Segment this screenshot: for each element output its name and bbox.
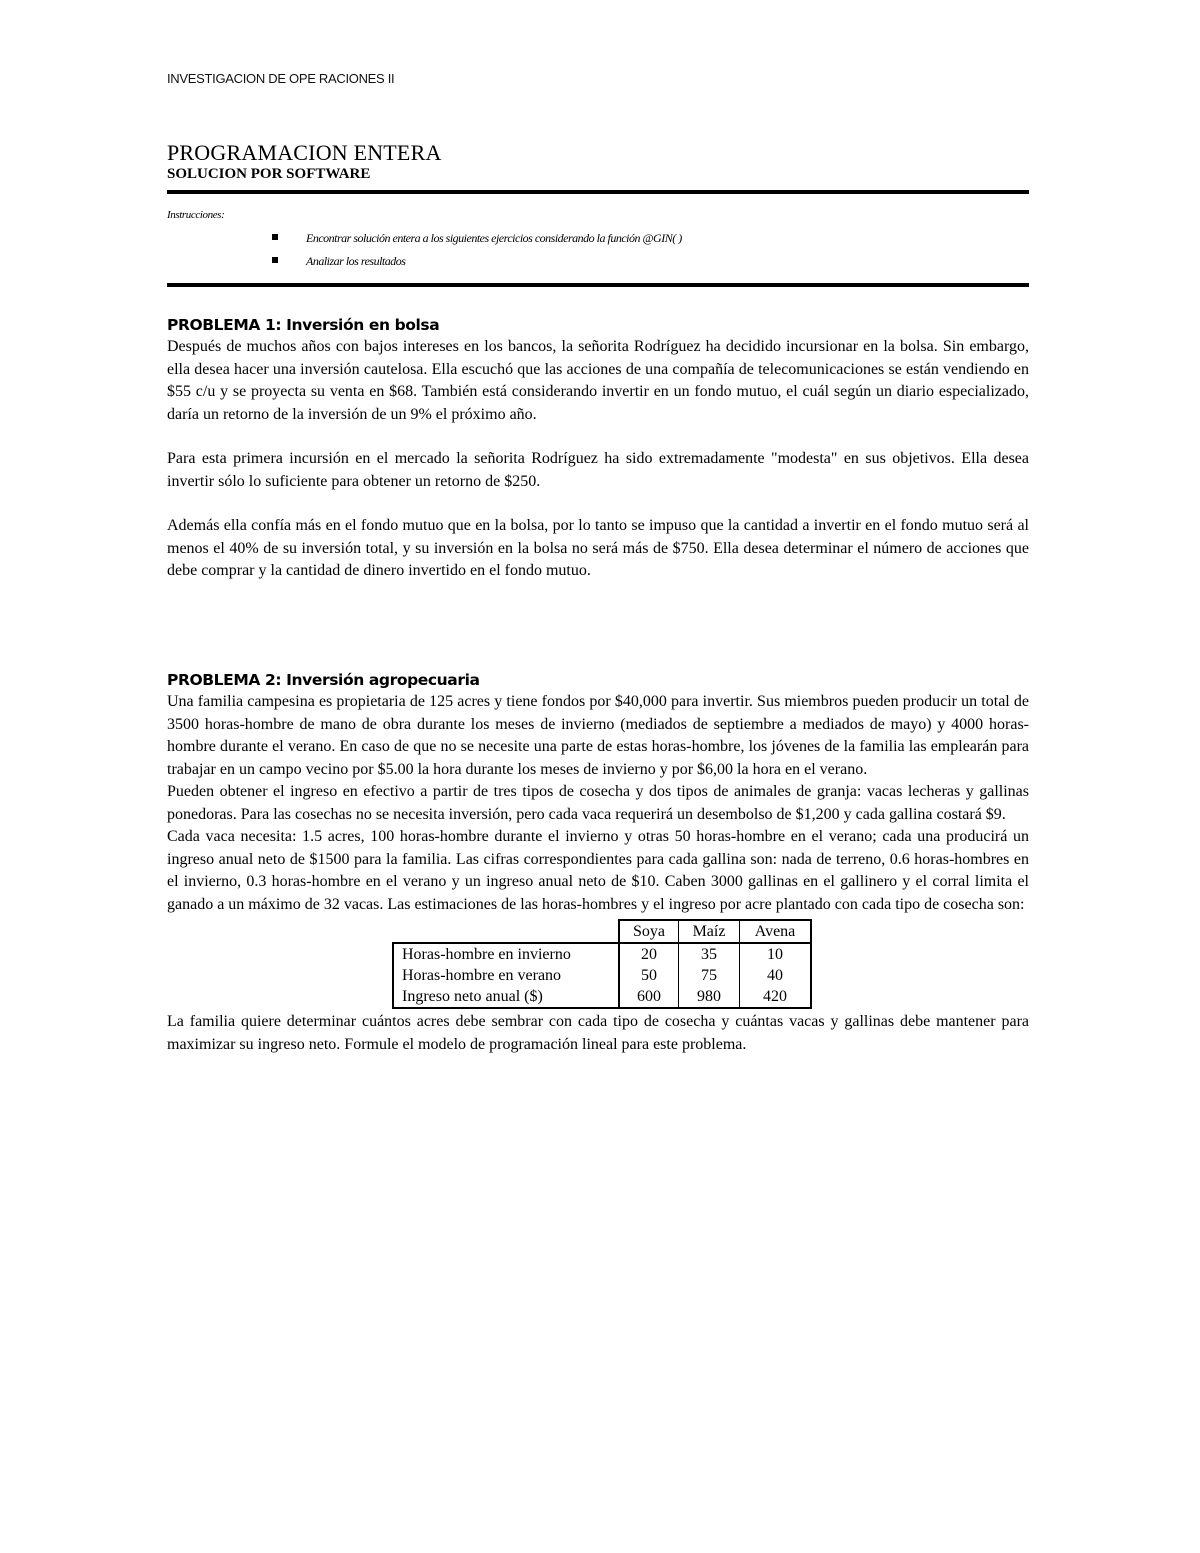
table-row-label: Ingreso neto anual ($) [393,986,619,1008]
table-cell: 40 [740,965,812,986]
problem-1-title: PROBLEMA 1: Inversión en bolsa [167,316,440,334]
problem-2-paragraph: Una familia campesina es propietaria de 125 acres y tiene fondos por $40,000 para invertir. Sus miembros pueden producir un total de 3500 horas-hombre de mano de obra durante los meses de invierno (mediados de septiembre a mediados de mayo) y 4000 horas-hombre durante el verano. En caso de que no se necesite una parte de estas horas-hombre, los jóvenes de la familia las emplearán para trabajar en un campo vecino por $5.00 la hora durante los meses de invierno y por $6,00 la hora en el verano. [167,693,1029,778]
problem-1-paragraph: Después de muchos años con bajos intereses en los bancos, la señorita Rodríguez ha decidido incursionar en la bolsa. Sin embargo, ella desea hacer una inversión cautelosa. Ella escuchó que las acciones de una compañía de telecomunicaciones se están vendiendo en $55 c/u y se proyecta su venta en $68. También está considerando invertir en un fondo mutuo, el cuál según un diario especializado, daría un retorno de la inversión de un 9% el próximo año. [167,338,1029,423]
problem-2-closing: La familia quiere determinar cuántos acres debe sembrar con cada tipo de cosecha y cuántas vacas y gallinas debe mantener para maximizar su ingreso neto. Formule el modelo de programación lineal para este problema. [167,1013,1029,1053]
problem-2-paragraph: Pueden obtener el ingreso en efectivo a partir de tres tipos de cosecha y dos tipos de animales de granja: vacas lecheras y gallinas ponedoras. Para las cosechas no se necesita inversión, pero cada vaca requerirá un desembolso de $1,200 y cada gallina costará $9. [167,783,1029,823]
table-header-row [393,920,811,943]
table-cell: 35 [679,943,740,965]
running-header: INVESTIGACION DE OPE RACIONES II [167,71,395,86]
square-bullet-icon [272,257,278,263]
table-cell: 980 [679,986,740,1008]
table-cell: 50 [619,965,679,986]
table-column-header: Maíz [679,920,740,943]
instructions-label: Instrucciones: [167,209,225,221]
problem-2-paragraph: Cada vaca necesita: 1.5 acres, 100 horas-hombre durante el invierno y otras 50 horas-hombre en el verano; cada una producirá un ingreso anual neto de $1500 para la familia. Las cifras correspondientes para cada gallina son: nada de terreno, 0.6 horas-hombres en el invierno, 0.3 horas-hombre en el verano y un ingreso anual neto de $10. Caben 3000 gallinas en el gallinero y el corral limita el ganado a un máximo de 32 vacas. Las estimaciones de las horas-hombres y el ingreso por acre plantado con cada tipo de cosecha son: [167,828,1029,913]
divider-top [167,190,1029,194]
table-row-label: Horas-hombre en verano [393,965,619,986]
problem-1-section [167,314,1029,583]
table-cell: 75 [679,965,740,986]
table-column-header: Soya [619,920,679,943]
problem-2-title: PROBLEMA 2: Inversión agropecuaria [167,671,480,689]
problem-1-paragraph: Para esta primera incursión en el mercado la señorita Rodríguez ha sido extremadamente "modesta" en sus objetivos. Ella desea invertir sólo lo suficiente para obtener un retorno de $250. [167,450,1029,490]
instruction-text: Analizar los resultados [306,254,406,268]
table-column-header: Avena [740,920,812,943]
instruction-item [272,229,682,252]
table-row [393,986,811,1008]
square-bullet-icon [272,234,278,240]
document-subtitle: SOLUCION POR SOFTWARE [167,166,371,182]
table-cell: 10 [740,943,812,965]
table-cell: 600 [619,986,679,1008]
table-row [393,965,811,986]
problem-1-paragraph: Además ella confía más en el fondo mutuo que en la bolsa, por lo tanto se impuso que la cantidad a invertir en el fondo mutuo será al menos el 40% de su inversión total, y su inversión en la bolsa no será más de $750. Ella desea determinar el número de acciones que debe comprar y la cantidad de dinero invertido en el fondo mutuo. [167,517,1029,579]
table-row [393,943,811,965]
table-cell: 420 [740,986,812,1008]
document-title: PROGRAMACION ENTERA [167,140,442,165]
crop-estimates-table [392,919,812,1009]
instructions-list [272,229,682,275]
divider-bottom [167,283,1029,287]
instruction-item [272,252,682,275]
problem-2-section [167,669,1029,1056]
table-row-label: Horas-hombre en invierno [393,943,619,965]
table-cell: 20 [619,943,679,965]
instruction-text: Encontrar solución entera a los siguientes ejercicios considerando la función @GIN( ) [306,231,682,245]
